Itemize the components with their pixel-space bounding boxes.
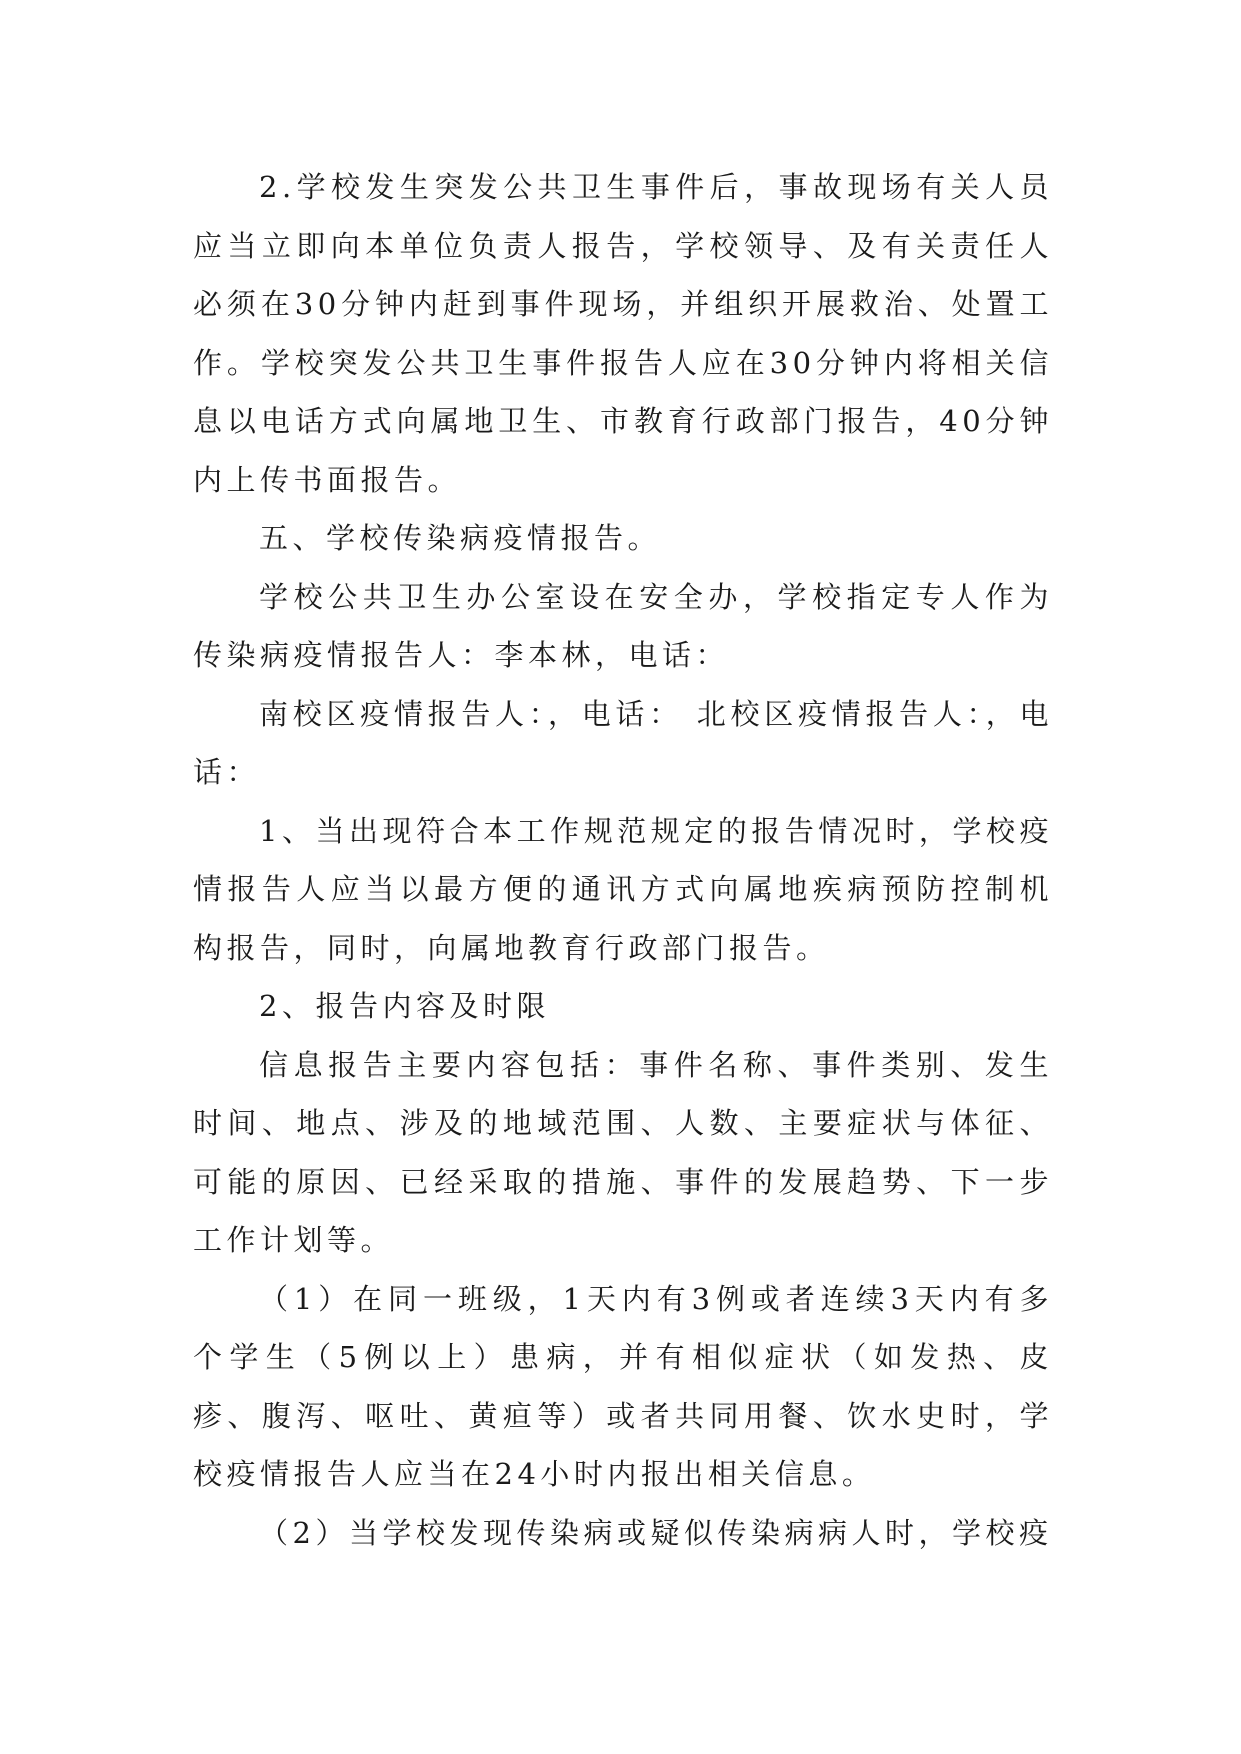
section-heading-epidemic-report: 五、学校传染病疫情报告。	[259, 521, 662, 555]
paragraph-reporter-designation: 学校公共卫生办公室设在安全办，学校指定专人作为传染病疫情报告人：李本林，电话：	[193, 579, 1053, 672]
paragraph-incident-reporting: 2.学校发生突发公共卫生事件后，事故现场有关人员应当立即向本单位负责人报告，学校领导、及有关责任人必须在30分钟内赶到事件现场，并组织开展救治、处置工作。学校突发公共卫生事件报告人应在30分钟内将相关信息以电话方式向属地卫生、市教育行政部门报告，40分钟内上传书面报告。	[193, 170, 1053, 497]
document-body	[193, 158, 1053, 1562]
subheading-content-and-timing: 2、报告内容及时限	[259, 989, 550, 1023]
paragraph-report-contents: 信息报告主要内容包括：事件名称、事件类别、发生时间、地点、涉及的地域范围、人数、主要症状与体征、可能的原因、已经采取的措施、事件的发展趋势、下一步工作计划等。	[193, 1047, 1053, 1257]
paragraph-campus-reporters: 南校区疫情报告人：，电话： 北校区疫情报告人：，电话：	[193, 696, 1053, 789]
paragraph-reporting-procedure: 1、当出现符合本工作规范规定的报告情况时，学校疫情报告人应当以最方便的通讯方式向属地疾病预防控制机构报告，同时，向属地教育行政部门报告。	[193, 813, 1053, 965]
paragraph-item-2: （2）当学校发现传染病或疑似传染病病人时，学校疫	[259, 1515, 1053, 1550]
paragraph-item-1: （1）在同一班级，1天内有3例或者连续3天内有多个学生（5例以上）患病，并有相似症状（如发热、皮疹、腹泻、呕吐、黄疸等）或者共同用餐、饮水史时，学校疫情报告人应当在24小时内报出相关信息。	[193, 1281, 1053, 1491]
